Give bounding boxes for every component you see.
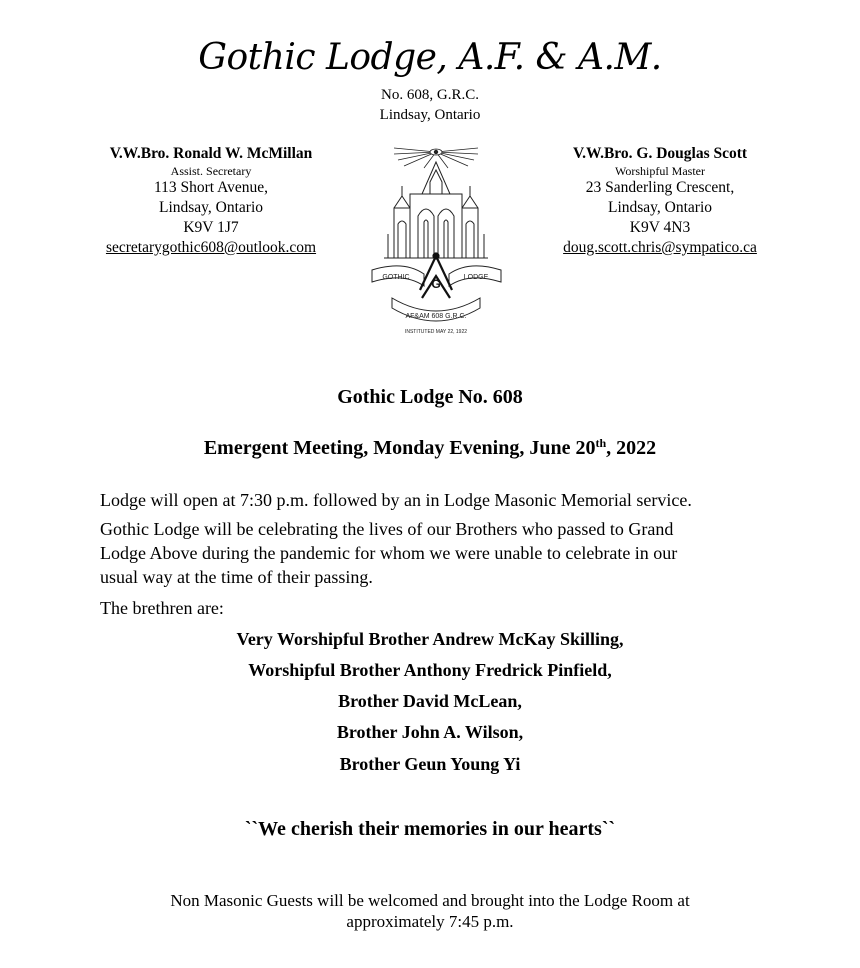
- brethren-name: Very Worshipful Brother Andrew McKay Skilling,: [236, 629, 624, 649]
- meeting-year: , 2022: [606, 437, 657, 459]
- meeting-date-suffix: th: [595, 436, 607, 450]
- lodge-number: No. 608, G.R.C.: [381, 87, 479, 103]
- secretary-name: V.W.Bro. Ronald W. McMillan: [109, 145, 313, 162]
- lodge-title: Gothic Lodge, A.F. & A.M.: [198, 37, 662, 78]
- brethren-name: Brother David McLean,: [338, 691, 522, 711]
- master-role: Worshipful Master: [614, 164, 706, 178]
- square-and-compass-icon: [420, 254, 452, 299]
- crest-lower-banner-text: AF&AM 608 G.R.C.: [405, 313, 467, 320]
- celebration-line-3: usual way at the time of their passing.: [100, 567, 373, 587]
- guests-line-1: Non Masonic Guests will be welcomed and brought into the Lodge Room at: [170, 891, 690, 910]
- meeting-heading-text: Emergent Meeting, Monday Evening, June 20: [203, 437, 596, 459]
- brethren-name: Brother Geun Young Yi: [339, 754, 521, 774]
- master-address: 23 Sanderling Crescent,: [585, 179, 735, 196]
- secretary-email-link[interactable]: secretarygothic608@outlook.com: [105, 239, 317, 256]
- master-postal-code: K9V 4N3: [629, 219, 691, 236]
- secretary-city: Lindsay, Ontario: [158, 199, 264, 216]
- celebration-line-1: Gothic Lodge will be celebrating the lives of our Brothers who passed to Grand: [100, 519, 674, 539]
- crest-letter-g: G: [431, 277, 441, 291]
- master-city: Lindsay, Ontario: [607, 199, 713, 216]
- meeting-heading: [0, 437, 860, 460]
- opening-paragraph: Lodge will open at 7:30 p.m. followed by an in Lodge Masonic Memorial service.: [100, 490, 692, 510]
- secretary-postal-code: K9V 1J7: [183, 219, 239, 236]
- crest-instituted-text: INSTITUTED MAY 22, 1922: [404, 329, 468, 335]
- master-contact: [532, 144, 788, 258]
- secretary-contact: [80, 144, 342, 258]
- master-name: V.W.Bro. G. Douglas Scott: [572, 145, 748, 162]
- lodge-location: Lindsay, Ontario: [379, 107, 481, 123]
- brethren-name: Brother John A. Wilson,: [336, 722, 524, 742]
- guests-line-2: approximately 7:45 p.m.: [346, 912, 514, 931]
- all-seeing-eye-icon: [394, 148, 478, 168]
- celebration-line-2: Lodge Above during the pandemic for whom we were unable to celebrate in our: [100, 543, 678, 563]
- gothic-building-icon: [384, 162, 488, 258]
- master-email-link[interactable]: doug.scott.chris@sympatico.ca: [563, 239, 757, 256]
- lodge-heading: Gothic Lodge No. 608: [337, 386, 523, 408]
- memorial-quote: ``We cherish their memories in our hearts``: [244, 818, 616, 840]
- brethren-name: Worshipful Brother Anthony Fredrick Pinfield,: [248, 660, 612, 680]
- lodge-crest: [364, 138, 509, 348]
- crest-banner-left-text: GOTHIC: [382, 274, 410, 281]
- guests-notice: [110, 890, 750, 932]
- brethren-intro: The brethren are:: [100, 598, 224, 618]
- secretary-address: 113 Short Avenue,: [153, 179, 269, 196]
- secretary-role: Assist. Secretary: [170, 164, 252, 178]
- crest-banner-right-text: LODGE: [463, 274, 489, 281]
